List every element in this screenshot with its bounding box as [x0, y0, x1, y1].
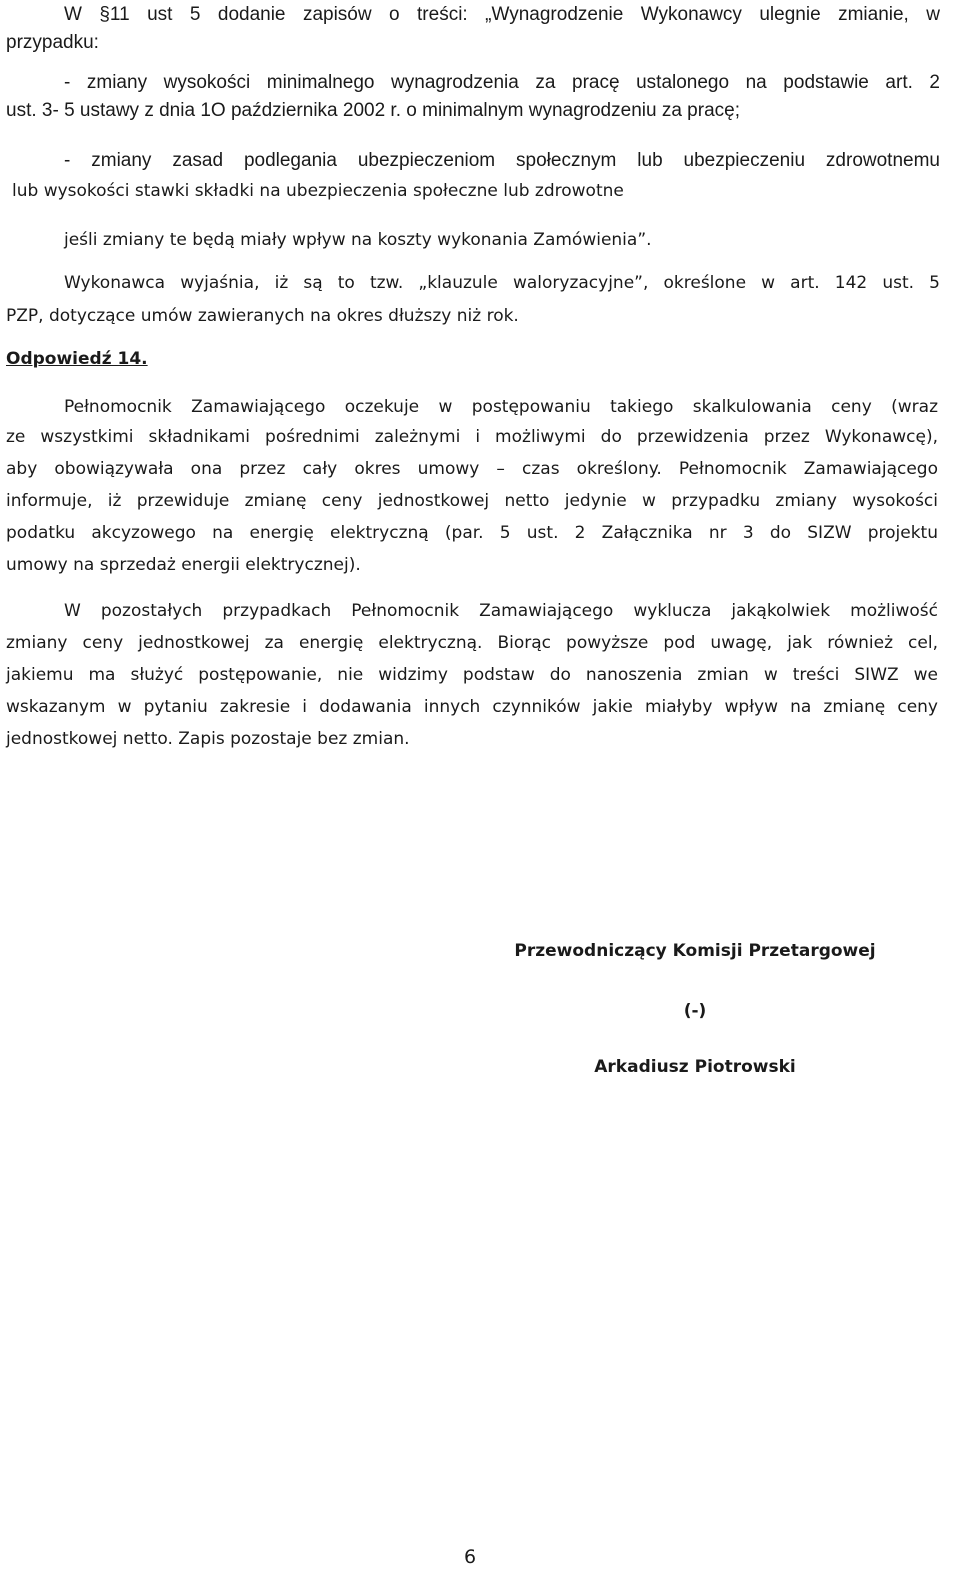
par11-item2-line1: - zmiany zasad podlegania ubezpieczeniom społecznym lub ubezpieczeniu zdrowotnemu [64, 150, 940, 171]
answer-p2-line1: W pozostałych przypadkach Pełnomocnik Zamawiającego wyklucza jakąkolwiek możliwość [64, 601, 938, 621]
par11-condition: jeśli zmiany te będą miały wpływ na koszty wykonania Zamówienia”. [64, 230, 652, 250]
answer-p2-line4: wskazanym w pytaniu zakresie i dodawania innych czynników jakie miałyby wpływ na zmianę ceny [6, 697, 938, 717]
par11-line1: W §11 ust 5 dodanie zapisów o treści: „Wynagrodzenie Wykonawcy ulegnie zmianie, w [64, 4, 940, 25]
page-number: 6 [463, 1546, 477, 1568]
signature-mark: (-) [683, 1001, 707, 1021]
signature-name: Arkadiusz Piotrowski [594, 1057, 796, 1077]
answer-p2-line2: zmiany ceny jednostkowej za energię elektryczną. Biorąc powyższe pod uwagę, jak również cel, [6, 633, 938, 653]
answer-p1-line3: aby obowiązywała ona przez cały okres umowy – czas określony. Pełnomocnik Zamawiającego [6, 459, 938, 479]
signature-title: Przewodniczący Komisji Przetargowej [514, 941, 876, 961]
answer-heading: Odpowiedź 14. [6, 349, 148, 369]
answer-p2-line5: jednostkowej netto. Zapis pozostaje bez zmian. [6, 729, 410, 749]
answer-p1-line6: umowy na sprzedaż energii elektrycznej). [6, 555, 361, 575]
answer-p1-line5: podatku akcyzowego na energię elektryczną (par. 5 ust. 2 Załącznika nr 3 do SIZW projektu [6, 523, 938, 543]
answer-p1-line4: informuje, iż przewiduje zmianę ceny jednostkowej netto jedynie w przypadku zmiany wysokości [6, 491, 938, 511]
explanation-line1: Wykonawca wyjaśnia, iż są to tzw. „klauzule waloryzacyjne”, określone w art. 142 ust. 5 [64, 273, 940, 293]
par11-item1-line2: ust. 3- 5 ustawy z dnia 1O października 2002 r. o minimalnym wynagrodzeniu za pracę; [6, 100, 740, 121]
par11-item2-line2: lub wysokości stawki składki na ubezpieczenia społeczne lub zdrowotne [12, 181, 624, 201]
explanation-line2: PZP, dotyczące umów zawieranych na okres dłuższy niż rok. [6, 306, 519, 326]
answer-p1-line2: ze wszystkimi składnikami pośrednimi zależnymi i możliwymi do przewidzenia przez Wykonawcę), [6, 427, 938, 447]
par11-item1-line1: - zmiany wysokości minimalnego wynagrodzenia za pracę ustalonego na podstawie art. 2 [64, 72, 940, 93]
answer-p2-line3: jakiemu ma służyć postępowanie, nie widzimy podstaw do nanoszenia zmian w treści SIWZ we [6, 665, 938, 685]
answer-p1-line1: Pełnomocnik Zamawiającego oczekuje w postępowaniu takiego skalkulowania ceny (wraz [64, 397, 938, 417]
par11-line2: przypadku: [6, 32, 99, 53]
